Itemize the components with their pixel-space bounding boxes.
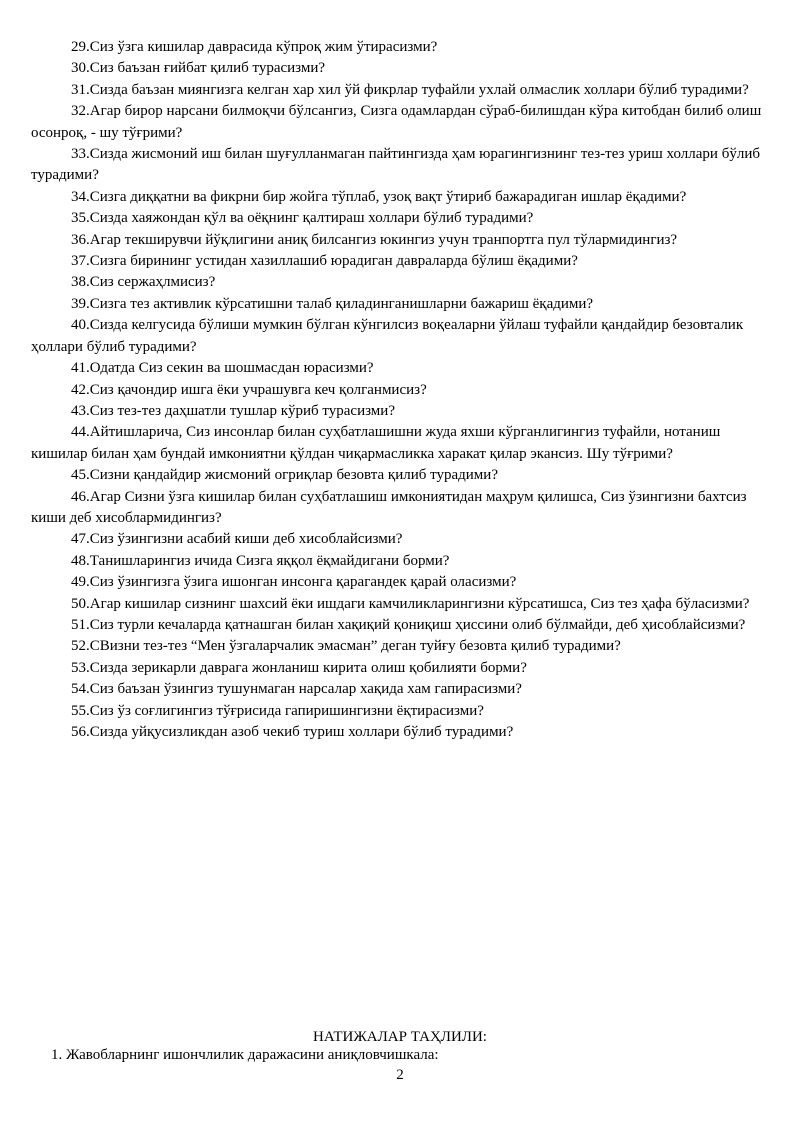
question-number: 44.	[71, 424, 90, 441]
question-number: 32.	[71, 103, 90, 120]
question-number: 37.	[71, 253, 90, 270]
question-number: 53.	[71, 659, 90, 676]
question-item	[31, 144, 771, 187]
question-item	[31, 422, 771, 465]
question-text: Сизда хаяжондан қўл ва оёқнинг қалтираш холлари бўлиб турадими?	[89, 210, 534, 227]
question-item	[31, 572, 771, 593]
question-number: 47.	[71, 531, 90, 548]
results-item-1: 1. Жавобларнинг ишончлилик даражасини аниқловчишкала:	[51, 1047, 439, 1063]
question-item	[31, 401, 771, 422]
question-text: Сиз турли кечаларда қатнашган билан хақиқий қониқиш ҳиссини олиб бўлмайди, деб ҳисоблайсизми?	[89, 616, 746, 633]
questionnaire-list	[31, 37, 771, 743]
question-item	[31, 615, 771, 636]
question-item	[31, 594, 771, 615]
question-number: 50.	[71, 595, 90, 612]
question-text: Сиз сержаҳлмисиз?	[89, 274, 216, 291]
question-text: Сиз ўзингизни асабий киши деб хисоблайсизми?	[89, 531, 403, 548]
question-number: 55.	[71, 702, 90, 719]
question-number: 43.	[71, 402, 90, 419]
question-item	[31, 251, 771, 272]
question-text: Агар текширувчи йўқлигини аниқ билсангиз юкингиз учун транпортга пул тўлармидингиз?	[89, 231, 678, 248]
question-text: Сизни қандайдир жисмоний огриқлар безовта қилиб турадими?	[89, 467, 498, 484]
question-item	[31, 37, 771, 58]
question-text: Агар Сизни ўзга кишилар билан суҳбатлашиш имкониятидан маҳрум қилишса, Сиз ўзингизни бахтсиз киши деб хисоблармидингиз?	[31, 488, 747, 526]
question-text: Сиз ўзингизга ўзига ишонган инсонга қарагандек қарай оласизми?	[89, 574, 517, 591]
question-number: 39.	[71, 295, 90, 312]
question-text: Сизда келгусида бўлиши мумкин бўлган кўнгилсиз воқеаларни ўйлаш туфайли қандайдир безовталик ҳоллари бўлиб турадими?	[31, 317, 744, 355]
question-text: Сиз қачондир ишга ёки учрашувга кеч қолганмисиз?	[89, 381, 427, 398]
question-number: 36.	[71, 231, 90, 248]
question-number: 34.	[71, 188, 90, 205]
question-text: Сиз баъзан ғийбат қилиб турасизми?	[89, 60, 326, 77]
question-item	[31, 358, 771, 379]
question-item	[31, 58, 771, 79]
question-number: 33.	[71, 146, 90, 163]
question-text: Агар кишилар сизнинг шахсий ёки ишдаги камчиликларингизни кўрсатишса, Сиз тез ҳафа бўласизми?	[89, 595, 750, 612]
question-item	[31, 80, 771, 101]
question-number: 54.	[71, 681, 90, 698]
question-item	[31, 294, 771, 315]
question-text: Айтишларича, Сиз инсонлар билан суҳбатлашишни жуда яхши кўрганлигингиз туфайли, нотаниш кишилар билан ҳам бундай имкониятни қўлдан чиқармасликка харакат қилар экансиз. Шу тўғрими?	[31, 424, 721, 462]
question-number: 31.	[71, 81, 90, 98]
question-text: Сизга тез активлик кўрсатишни талаб қиладинганишларни бажариш ёқадими?	[89, 295, 594, 312]
question-number: 45.	[71, 467, 90, 484]
question-number: 48.	[71, 552, 90, 569]
question-number: 46.	[71, 488, 90, 505]
question-item	[31, 487, 771, 530]
question-number: 41.	[71, 360, 90, 377]
question-number: 30.	[71, 60, 90, 77]
question-number: 38.	[71, 274, 90, 291]
question-item	[31, 658, 771, 679]
question-text: Сиз ўзга кишилар даврасида кўпроқ жим ўтирасизми?	[89, 39, 438, 55]
question-text: Сизда жисмоний иш билан шуғулланмаган пайтингизда ҳам юрагингизнинг тез-тез уриш холлари бўлиб турадими?	[31, 146, 760, 184]
question-number: 51.	[71, 616, 90, 633]
question-text: Одатда Сиз секин ва шошмасдан юрасизми?	[89, 360, 374, 377]
question-item	[31, 551, 771, 572]
question-item	[31, 230, 771, 251]
question-text: Сиз баъзан ўзингиз тушунмаган нарсалар хақида хам гапирасизми?	[89, 681, 522, 698]
question-number: 49.	[71, 574, 90, 591]
question-number: 42.	[71, 381, 90, 398]
question-item	[31, 272, 771, 293]
page-number: 2	[396, 1067, 404, 1083]
question-text: Сизда зерикарли даврага жонланиш кирита олиш қобилияти борми?	[89, 659, 527, 676]
question-item	[31, 529, 771, 550]
question-text: Танишларингиз ичида Сизга яққол ёқмайдигани борми?	[89, 552, 450, 569]
question-item	[31, 187, 771, 208]
question-number: 35.	[71, 210, 90, 227]
question-item	[31, 679, 771, 700]
question-item	[31, 315, 771, 358]
question-item	[31, 465, 771, 486]
question-text: Сизга диққатни ва фикрни бир жойга тўплаб, узоқ вақт ўтириб бажарадиган ишлар ёқадими?	[89, 188, 687, 205]
question-number: 40.	[71, 317, 90, 334]
question-item	[31, 380, 771, 401]
question-item	[31, 636, 771, 657]
question-text: Сизда уйқусизликдан азоб чекиб туриш холлари бўлиб турадими?	[89, 724, 514, 740]
question-item	[31, 701, 771, 722]
question-text: Сизда баъзан миянгизга келган хар хил ўй фикрлар туфайли ухлай олмаслик холлари бўлиб турадими?	[89, 81, 749, 98]
question-text: Сиз тез-тез даҳшатли тушлар кўриб турасизми?	[89, 402, 395, 419]
question-text: Сиз ўз соғлигингиз тўғрисида гапиришингизни ёқтирасизми?	[89, 702, 484, 719]
question-text: Сизга бирининг устидан хазиллашиб юрадиган давраларда бўлиш ёқадими?	[89, 253, 578, 270]
question-item	[31, 101, 771, 144]
question-item	[31, 208, 771, 229]
question-text: Агар бирор нарсани билмоқчи бўлсангиз, Сизга одамлардан сўраб-билишдан кўра китобдан билиб олиш осонроқ, - шу тўғрими?	[31, 103, 762, 141]
question-text: СВизни тез-тез “Мен ўзгаларчалик эмасман” деган туйғу безовта қилиб турадими?	[89, 638, 621, 655]
question-item	[31, 722, 771, 743]
question-number: 56.	[71, 724, 90, 740]
results-heading: НАТИЖАЛАР ТАҲЛИЛИ:	[313, 1029, 487, 1045]
question-number: 29.	[71, 39, 90, 55]
question-number: 52.	[71, 638, 90, 655]
